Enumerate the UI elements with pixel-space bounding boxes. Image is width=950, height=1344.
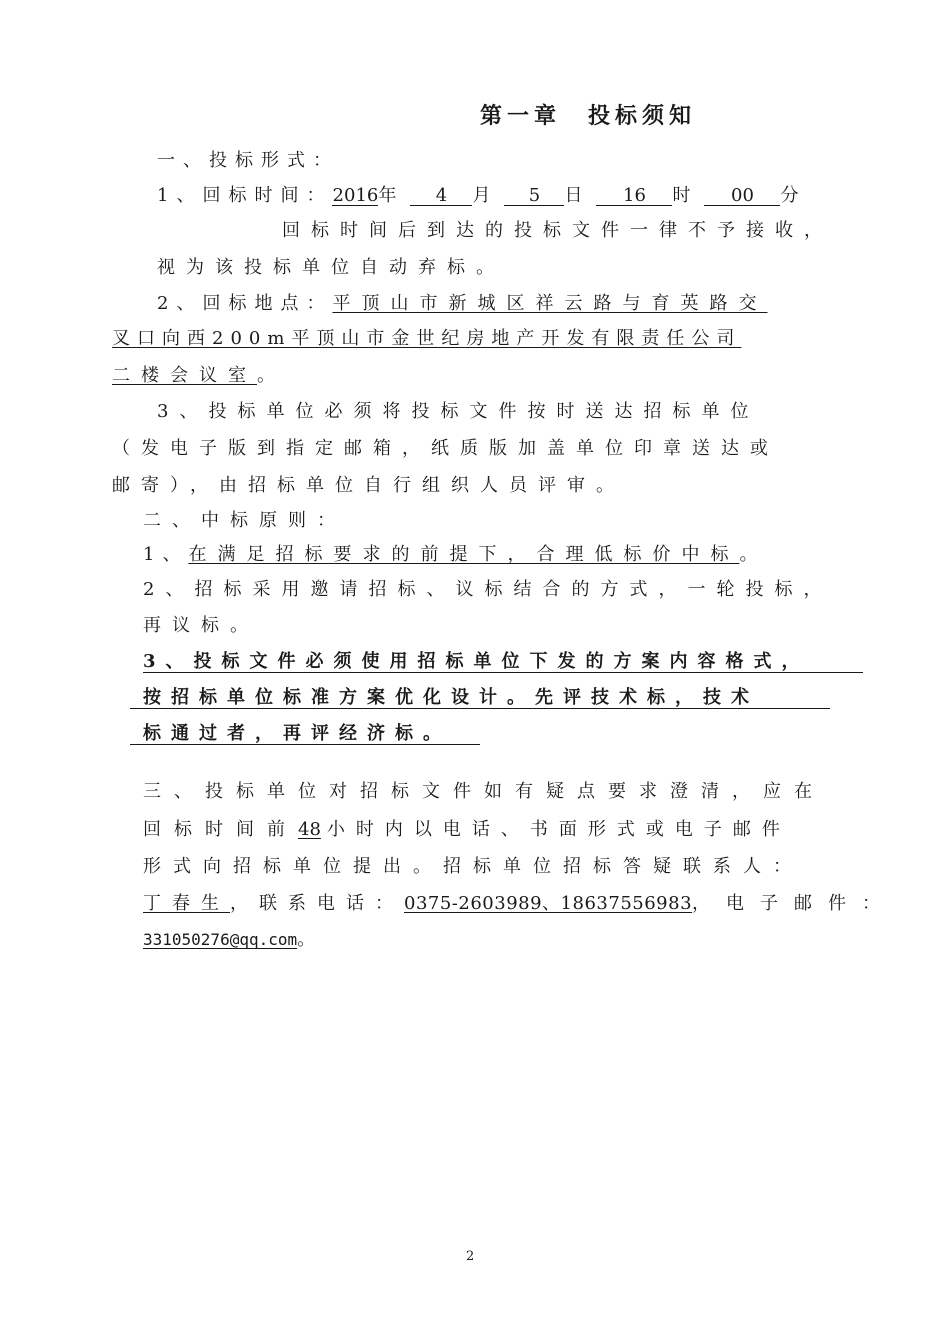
location-label: 2、回标地点： bbox=[157, 293, 333, 314]
chapter-title: 第一章 投标须知 bbox=[480, 103, 697, 129]
location-row1 bbox=[157, 292, 767, 316]
deadline-row bbox=[157, 184, 798, 208]
late-note-line2: 视为该投标单位自动弃标。 bbox=[157, 257, 505, 278]
clarify-hours: 48 bbox=[298, 819, 321, 840]
principle1-text: 在满足招标要求的前提下，合理低标价中标 bbox=[188, 544, 740, 565]
deadline-year: 2016 bbox=[332, 185, 379, 206]
location-end: 。 bbox=[257, 365, 275, 386]
principle3-line3: 标通过者，再评经济标。 bbox=[143, 723, 451, 744]
year-unit: 年 bbox=[378, 185, 397, 206]
principle3-underline3 bbox=[130, 744, 480, 745]
email-row bbox=[143, 928, 315, 952]
principle2-line1: 2、招标采用邀请招标、议标结合的方式，一轮投标， bbox=[143, 579, 833, 600]
clarify-line1: 三、投标单位对招标文件如有疑点要求澄清，应在 bbox=[143, 781, 825, 802]
clarify-row2 bbox=[143, 818, 791, 842]
clarify-line2b: 小时内以电话、书面形式或电子邮件 bbox=[326, 819, 791, 840]
phone-label: ，联系电话： bbox=[230, 893, 404, 914]
late-note-line1: 回标时间后到达的投标文件一律不予接收， bbox=[282, 220, 833, 241]
email-label: ，电子邮件： bbox=[692, 893, 897, 914]
location-line2: 叉口向西200m平顶山市金世纪房地产开发有限责任公司 bbox=[112, 328, 742, 349]
location-row3 bbox=[112, 364, 275, 388]
submit-line2: （发电子版到指定邮箱，纸质版加盖单位印章送达或 bbox=[112, 438, 779, 459]
deadline-minute: 00 bbox=[704, 185, 780, 206]
principle2-line2: 再议标。 bbox=[143, 615, 259, 636]
deadline-day: 5 bbox=[504, 185, 564, 206]
principle1-label: 1、 bbox=[143, 544, 189, 565]
principle3-line1: 3、投标文件必须使用招标单位下发的方案内容格式， bbox=[143, 651, 810, 672]
deadline-label: 1、回标时间： bbox=[157, 185, 333, 206]
email-end: 。 bbox=[297, 929, 316, 950]
contact-row bbox=[143, 892, 896, 916]
clarify-line2a: 回标时间前 bbox=[143, 819, 298, 840]
deadline-month: 4 bbox=[410, 185, 472, 206]
location-line1: 平顶山市新城区祥云路与育英路交 bbox=[332, 293, 768, 314]
page-number: 2 bbox=[466, 1249, 475, 1264]
principle1-row bbox=[143, 543, 757, 567]
day-unit: 日 bbox=[564, 185, 583, 206]
hour-unit: 时 bbox=[672, 185, 691, 206]
deadline-hour: 16 bbox=[596, 185, 672, 206]
contact-phones: 0375-2603989、18637556983 bbox=[404, 893, 693, 914]
section2-heading: 二、中标原则： bbox=[143, 510, 346, 531]
submit-line1: 3、投标单位必须将投标文件按时送达招标单位 bbox=[157, 401, 760, 422]
contact-name: 丁春生 bbox=[143, 893, 230, 914]
principle3-line2: 按招标单位标准方案优化设计。先评技术标，技术 bbox=[143, 687, 759, 708]
minute-unit: 分 bbox=[780, 185, 799, 206]
section1-heading: 一、投标形式： bbox=[157, 150, 339, 171]
principle3-underline1 bbox=[143, 672, 863, 673]
submit-line3: 邮寄），由招标单位自行组织人员评审。 bbox=[112, 475, 625, 496]
location-line3: 二楼会议室 bbox=[112, 365, 257, 386]
clarify-line3: 形式向招标单位提出。招标单位招标答疑联系人： bbox=[143, 856, 803, 877]
principle3-underline2 bbox=[130, 708, 830, 709]
month-unit: 月 bbox=[472, 185, 491, 206]
contact-email[interactable]: 331050276@qq.com bbox=[143, 930, 298, 949]
principle1-end: 。 bbox=[739, 544, 758, 565]
